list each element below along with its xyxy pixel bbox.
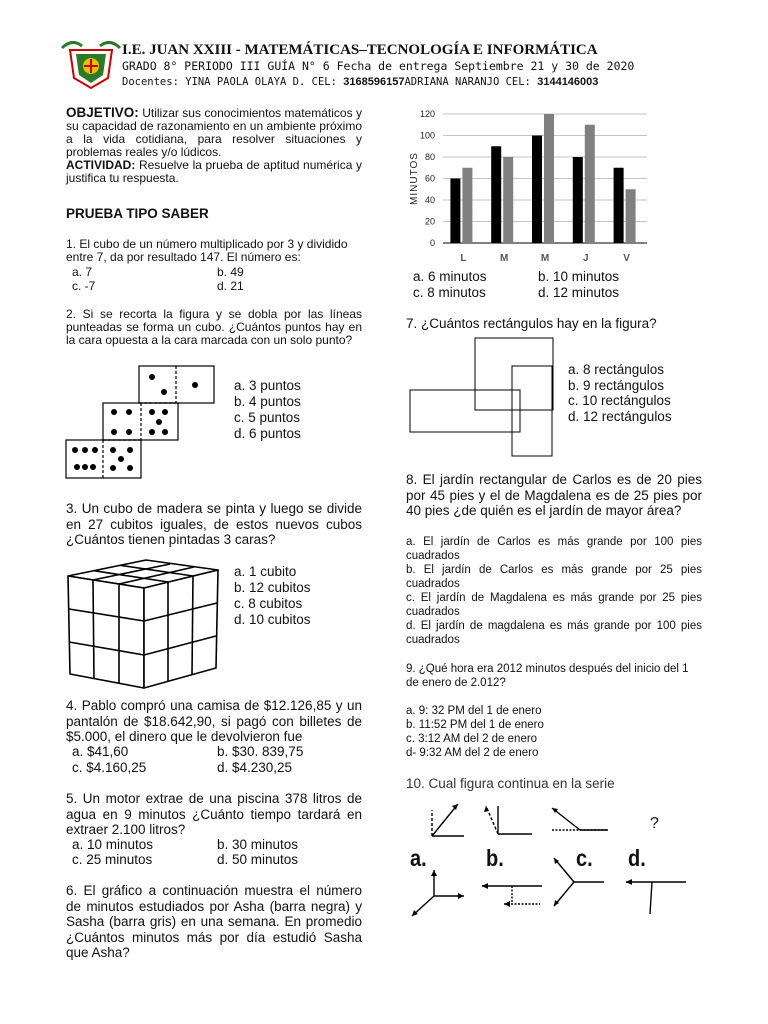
q7-option-c[interactable]: c. 10 rectángulos [568,393,671,408]
question-7-options [568,362,672,424]
school-title: I.E. JUAN XXIII - MATEMÁTICAS–TECNOLOGÍA E INFORMÁTICA [122,42,598,58]
q9-option-b[interactable]: b. 11:52 PM del 1 de enero [406,719,544,731]
q9-option-a[interactable]: a. 9: 32 PM del 1 de enero [406,705,542,717]
q7-option-a[interactable]: a. 8 rectángulos [568,362,665,377]
q5-option-c[interactable]: c. 25 minutos [72,852,153,867]
question-3-options [234,564,311,628]
question-10: 10. Cual figura continua en la serie [406,776,615,791]
q1-option-a[interactable]: a. 7 [72,265,93,279]
activity-label: ACTIVIDAD: [66,158,136,172]
question-6: 6. El gráfico a continuación muestra el número de minutos estudiados por Asha (barra negra) y Sasha (barra gris) en una semana. En promedio ¿Cuántos minutos más por día estudió Sasha que Asha? [66,883,362,960]
school-logo [62,38,120,90]
question-8: 8. El jardín rectangular de Carlos es de 20 pies por 45 pies y el de Magdalena es de 25 pies por 40 pies ¿de quién es el jardín de mayor área? [406,472,702,518]
x-tick-label: M [540,253,550,264]
x-tick-label: J [583,253,589,264]
q9-option-d[interactable]: d- 9:32 AM del 2 de enero [406,747,539,759]
bar [491,146,501,243]
q3-option-a[interactable]: a. 1 cubito [234,564,297,579]
question-1: 1. El cubo de un número multiplicado por 3 y dividido entre 7, da por resultado 147. El número es: [66,237,348,264]
y-tick-label: 120 [419,109,435,119]
phone-1: 3168596157 [343,76,405,88]
q9-option-c[interactable]: c. 3:12 AM del 2 de enero [406,733,538,745]
q4-option-b[interactable]: b. $30. 839,75 [217,744,304,759]
bar-chart [405,104,655,264]
question-2-options [234,378,301,442]
bar [614,168,624,243]
bar [503,157,513,243]
q7-option-b[interactable]: b. 9 rectángulos [568,377,665,393]
bar [573,157,583,243]
q4-option-d[interactable]: d. $4.230,25 [217,760,293,775]
q5-option-d[interactable]: d. 50 minutos [217,852,299,867]
objective [66,106,362,185]
question-3: 3. Un cubo de madera se pinta y luego se divide en 27 cubitos iguales, de estos nuevos cubos ¿Cuántos tienen pintadas 3 caras? [66,501,362,547]
question-8-options [406,535,702,647]
bar [450,179,460,244]
bar [626,189,636,243]
q8-option-b[interactable]: b. El jardín de Carlos es más grande por 25 pies cuadrados [406,564,702,590]
y-axis-label: MINUTOS [409,152,420,205]
question-6-options [413,269,663,301]
x-tick-label: L [460,253,467,264]
q6-option-a[interactable]: a. 6 minutos [413,269,487,284]
question-4: 4. Pablo compró una camisa de $12.126,85 y un pantalón de $18.642,90, si pagó con billetes de $5.000, el dinero que le devolvieron fue [66,698,362,744]
question-5-options [72,837,362,867]
q5-option-a[interactable]: a. 10 minutos [72,837,154,852]
teacher-2: ADRIANA NARANJO CEL: [404,76,531,88]
grade-line: GRADO 8° PERIODO III GUÍA N° 6 Fecha de entrega Septiembre 21 y 30 de 2020 [122,59,635,73]
x-tick-label: V [623,253,630,264]
phone-2: 3144146003 [537,76,599,88]
q1-option-c[interactable]: c. -7 [72,279,96,293]
bar [585,125,595,243]
section-title: PRUEBA TIPO SABER [66,206,209,221]
rubik-cube-figure [64,556,224,691]
series-answer-figures [404,852,694,922]
q1-option-b[interactable]: b. 49 [217,265,244,279]
question-1-options [72,265,362,293]
q10-option-a[interactable]: a. [410,846,427,872]
question-2: 2. Si se recorta la figura y se dobla por las líneas punteadas se forma un cubo. ¿Cuántos puntos hay en la cara opuesta a la cara marcada con un solo punto? [66,307,362,347]
question-4-options [72,744,362,776]
question-5: 5. Un motor extrae de una piscina 378 litros de agua en 9 minutos ¿Cuánto tiempo tardará en extraer 2.100 litros? [66,791,362,837]
q2-option-c[interactable]: c. 5 puntos [234,410,301,425]
q4-option-a[interactable]: a. $41,60 [72,744,129,759]
cube-net-figure [64,366,214,486]
q10-option-d[interactable]: d. [628,846,646,872]
q2-option-a[interactable]: a. 3 puntos [234,378,301,393]
question-7: 7. ¿Cuántos rectángulos hay en la figura? [406,316,657,331]
y-tick-label: 0 [429,238,435,248]
q10-option-c[interactable]: c. [576,846,593,872]
q10-option-b[interactable]: b. [486,846,504,872]
q2-option-d[interactable]: d. 6 puntos [234,426,301,441]
series-figures [428,800,648,840]
activity-text: Resuelve la prueba de aptitud numérica y justifica tu respuesta. [66,158,362,185]
bar [544,114,554,243]
q5-option-b[interactable]: b. 30 minutos [217,837,299,852]
q7-option-d[interactable]: d. 12 rectángulos [568,408,672,424]
q8-option-c[interactable]: c. El jardín de Magdalena es más grande por 25 pies cuadrados [406,592,702,618]
q3-option-b[interactable]: b. 12 cubitos [234,580,311,595]
objective-text: Utilizar sus conocimientos matemáticos y su capacidad de razonamiento en un ambiente próximo a la vida cotidiana, para resolver situaciones y problemas reales y/o lúdicos. [66,106,362,159]
bar [532,136,542,244]
q6-option-d[interactable]: d. 12 minutos [538,285,620,300]
q4-option-c[interactable]: c. $4.160,25 [72,760,147,775]
q8-option-a[interactable]: a. El jardín de Carlos es más grande por 100 pies cuadrados [406,536,702,562]
y-tick-label: 40 [424,195,435,205]
x-tick-label: M [500,253,509,264]
question-9-options [406,704,702,760]
q1-option-d[interactable]: d. 21 [217,279,244,293]
y-tick-label: 100 [419,130,435,141]
q6-option-c[interactable]: c. 8 minutos [413,285,486,300]
question-9: 9. ¿Qué hora era 2012 minutos después del inicio del 1 de enero de 2.012? [406,663,689,689]
q8-option-d[interactable]: d. El jardín de magdalena es más grande por 100 pies cuadrados [406,620,702,646]
q3-option-d[interactable]: d. 10 cubitos [234,612,311,627]
q6-option-b[interactable]: b. 10 minutos [538,269,620,284]
q2-option-b[interactable]: b. 4 puntos [234,394,301,409]
teachers-label: Docentes: YINA PAOLA OLAYA D. CEL: [122,76,337,88]
series-question-mark: ? [650,815,659,832]
y-tick-label: 60 [424,173,435,184]
teachers-line [122,76,598,88]
q3-option-c[interactable]: c. 8 cubitos [234,596,303,611]
objective-label: OBJETIVO: [66,105,139,120]
y-tick-label: 20 [424,216,435,227]
bar [462,168,472,243]
rectangles-figure [410,338,560,458]
y-tick-label: 80 [424,152,435,162]
